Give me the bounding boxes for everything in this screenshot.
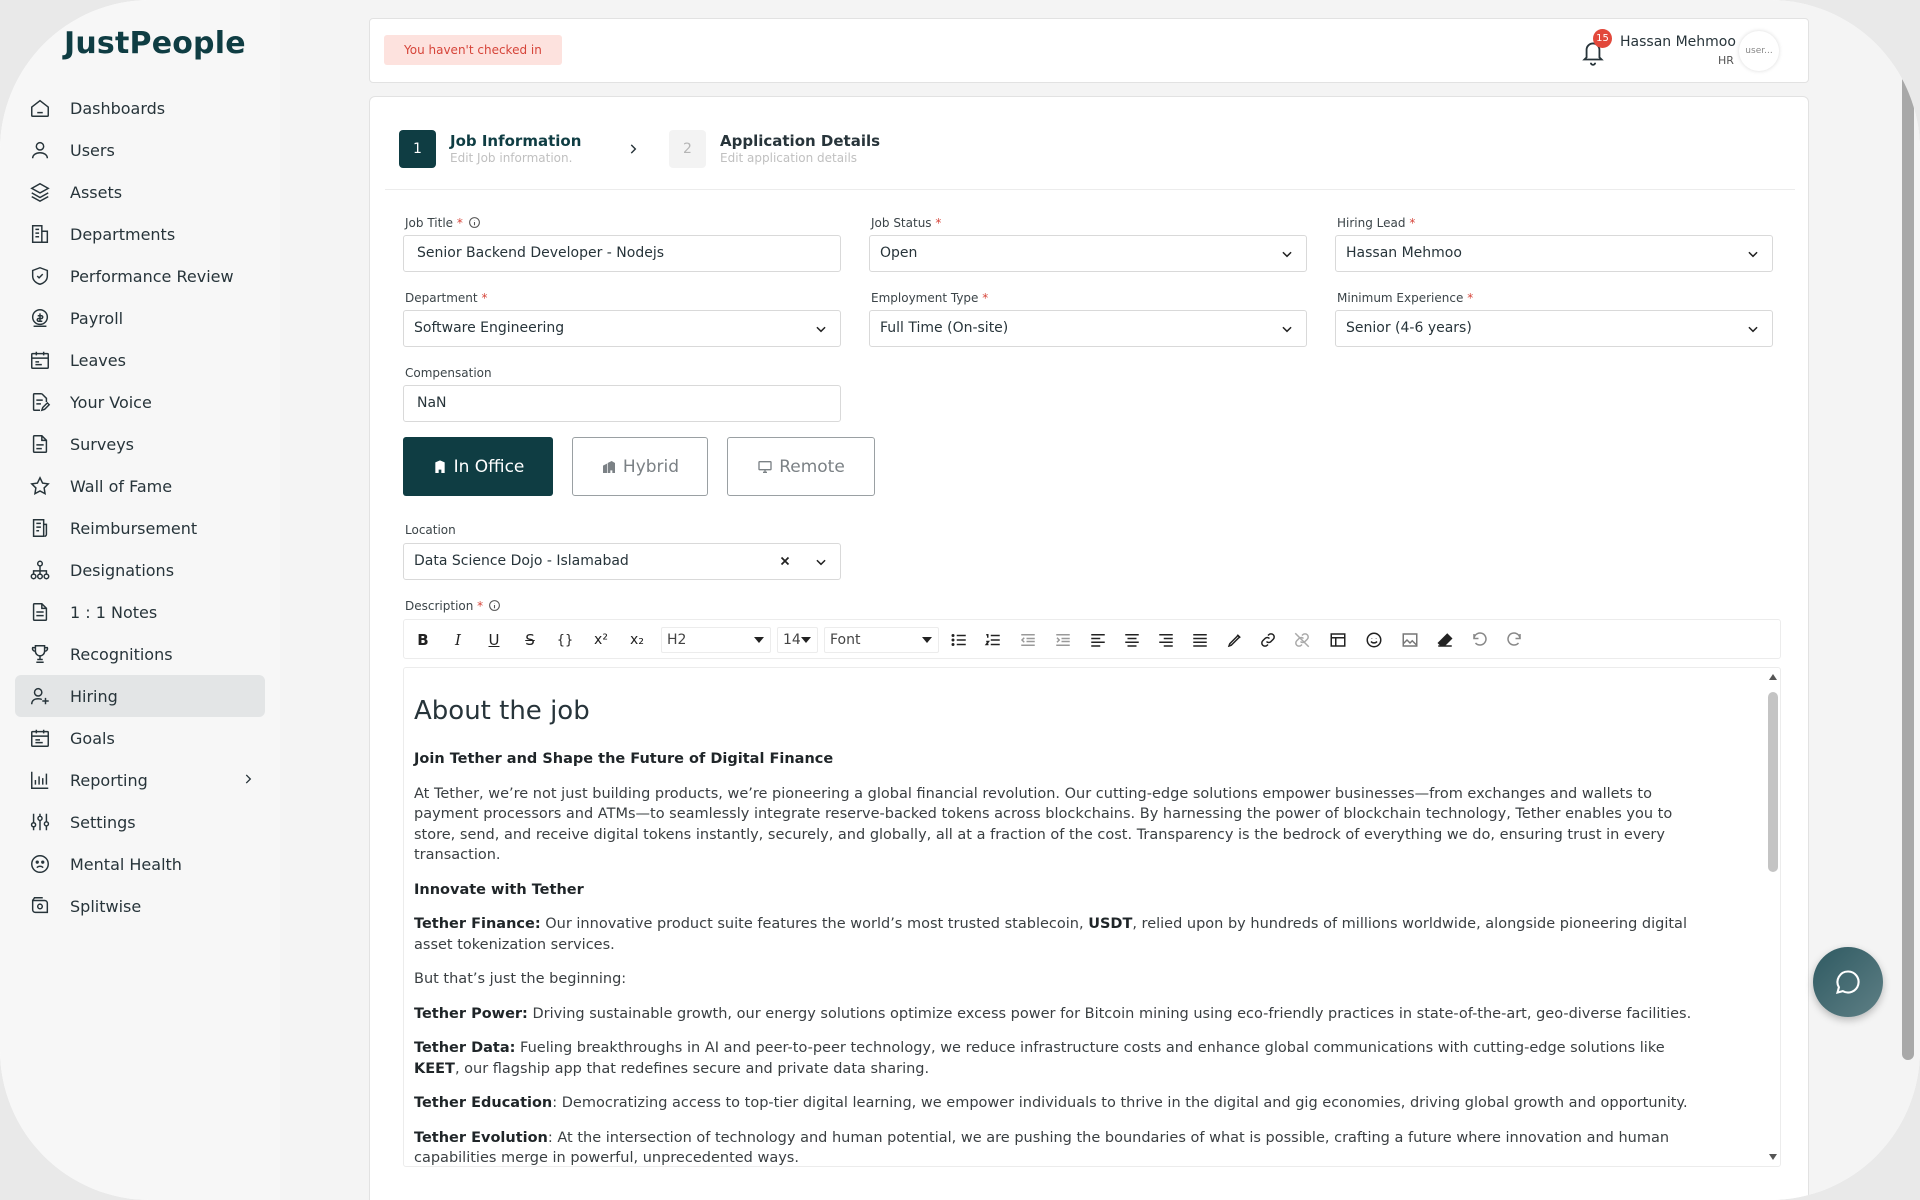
minimum-experience-value: Senior (4-6 years) — [1346, 320, 1472, 336]
chevron-right-icon[interactable] — [241, 772, 255, 786]
face-icon — [29, 853, 51, 875]
hiring-lead-select[interactable] — [1335, 235, 1773, 272]
sidebar-item-recognitions[interactable] — [15, 633, 265, 675]
user-icon — [29, 139, 51, 161]
sidebar-item-your-voice[interactable] — [15, 381, 265, 423]
eraser-icon[interactable] — [1436, 631, 1454, 649]
align-center-icon[interactable] — [1123, 631, 1141, 649]
job-title-label: Job Title * — [405, 216, 481, 230]
sliders-icon — [29, 811, 51, 833]
editor-scroll-thumb[interactable] — [1768, 692, 1778, 872]
editor-paragraph: Tether Education: Democratizing access to top-tier digital learning, we empower individuals to thrive in the digital and gig economies, driving global growth and opportunity. — [414, 1095, 1688, 1111]
job-form-card — [369, 96, 1809, 1200]
sidebar-item-label: Recognitions — [70, 644, 173, 664]
sidebar-item-label: Assets — [70, 182, 123, 202]
top-bar — [369, 18, 1809, 83]
heading-select[interactable]: H2 — [661, 627, 771, 653]
font-size-select[interactable]: 14 — [777, 627, 818, 653]
sidebar-item-label: Wall of Fame — [70, 476, 173, 496]
editor-scrollbar[interactable] — [1766, 668, 1780, 1166]
strikethrough-icon[interactable]: S — [525, 631, 535, 649]
chat-button[interactable] — [1813, 947, 1883, 1017]
department-label: Department * — [405, 291, 488, 305]
location-label: Location — [405, 523, 456, 537]
app-logo[interactable]: JustPeople — [64, 26, 246, 61]
editor-subheading: Join Tether and Shape the Future of Digital Finance — [414, 751, 834, 767]
sidebar-item-label: Settings — [70, 812, 136, 832]
building-icon — [432, 459, 448, 475]
sidebar-nav — [15, 87, 265, 927]
remote-label: Remote — [779, 456, 845, 477]
font-select[interactable]: Font — [824, 627, 939, 653]
code-icon[interactable]: {} — [556, 632, 574, 648]
step-2-number[interactable]: 2 — [669, 130, 706, 168]
scroll-down-arrow[interactable] — [1769, 1154, 1777, 1160]
bar-chart-icon — [29, 769, 51, 791]
outdent-icon[interactable] — [1019, 631, 1037, 649]
undo-icon[interactable] — [1471, 631, 1489, 649]
sidebar-item-label: Mental Health — [70, 854, 182, 874]
sidebar-item-label: Goals — [70, 728, 115, 748]
job-title-input[interactable]: Senior Backend Developer - Nodejs — [403, 235, 841, 272]
sidebar-item-label: Splitwise — [70, 896, 142, 916]
minimum-experience-select[interactable] — [1335, 310, 1773, 347]
user-name[interactable]: Hassan Mehmoo — [1620, 34, 1736, 50]
trophy-icon — [29, 643, 51, 665]
checkin-status-badge[interactable]: You haven't checked in — [384, 35, 562, 65]
buildings-icon — [601, 459, 617, 475]
star-icon — [29, 475, 51, 497]
info-icon[interactable] — [468, 216, 481, 229]
table-icon[interactable] — [1329, 631, 1347, 649]
sidebar-item-splitwise[interactable] — [15, 885, 265, 927]
sidebar-item-label: Departments — [70, 224, 176, 244]
description-label-text: Description * — [405, 599, 501, 613]
in-office-button[interactable] — [403, 437, 553, 496]
hierarchy-icon — [29, 559, 51, 581]
money-icon — [29, 895, 51, 917]
sidebar-item-performance-review[interactable] — [15, 255, 265, 297]
chevron-down-icon — [814, 555, 828, 569]
editor-paragraph: At Tether, we’re not just building products, we’re pioneering a global financial revolution. Our cutting-edge solutions empower businesses—from exchanges and wallets to payment processors and ATMs—to seamlessly integrate reserve-backed tokens across blockchains. By harnessing the power of blockchain technology, Tether enables you to store, send, and receive digital tokens instantly, securely, and globally, all at a fraction of the cost. Transparency is the bedrock of everything we do, ensuring trust in every transaction. — [414, 785, 1673, 863]
sidebar-item-label: Users — [70, 140, 115, 160]
link-icon[interactable] — [1259, 631, 1277, 649]
underline-icon[interactable]: U — [488, 631, 500, 649]
job-status-select[interactable] — [869, 235, 1307, 272]
sidebar-item-departments[interactable] — [15, 213, 265, 255]
close-icon[interactable] — [778, 554, 792, 568]
department-select[interactable] — [403, 310, 841, 347]
notification-count-badge: 15 — [1593, 29, 1612, 48]
sidebar-item-settings[interactable] — [15, 801, 265, 843]
note-icon — [29, 601, 51, 623]
sidebar-item-designations[interactable] — [15, 549, 265, 591]
sidebar-item-label: Reimbursement — [70, 518, 198, 538]
sidebar-item-label: 1 : 1 Notes — [70, 602, 158, 622]
sidebar-item-goals[interactable] — [15, 717, 265, 759]
hybrid-label: Hybrid — [622, 456, 680, 477]
compensation-input[interactable]: NaN — [403, 385, 841, 422]
calendar-check-icon — [29, 727, 51, 749]
sidebar-item-mental-health[interactable] — [15, 843, 265, 885]
sidebar-item-dashboards[interactable] — [15, 87, 265, 129]
info-icon[interactable] — [488, 599, 501, 612]
hiring-lead-label: Hiring Lead * — [1337, 216, 1416, 230]
employment-type-select[interactable] — [869, 310, 1307, 347]
highlight-pen-icon[interactable] — [1226, 631, 1244, 649]
sidebar-item-label: Surveys — [70, 434, 134, 454]
sidebar-item-assets[interactable] — [15, 171, 265, 213]
description-editor[interactable] — [403, 667, 1781, 1167]
sidebar-item-label: Hiring — [70, 686, 118, 706]
employment-type-label: Employment Type * — [871, 291, 989, 305]
department-value: Software Engineering — [414, 320, 565, 336]
align-right-icon[interactable] — [1157, 631, 1175, 649]
indent-icon[interactable] — [1054, 631, 1072, 649]
location-select[interactable] — [403, 543, 841, 580]
numbered-list-icon[interactable] — [984, 631, 1002, 649]
step-1-subtitle: Edit Job information. — [450, 151, 573, 165]
step-1-title[interactable]: Job Information — [450, 132, 582, 150]
sidebar-item-payroll[interactable] — [15, 297, 265, 339]
bold-icon[interactable]: B — [417, 631, 429, 649]
user-role: HR — [1718, 54, 1734, 67]
monitor-icon — [757, 459, 773, 475]
step-1-number[interactable]: 1 — [399, 130, 436, 168]
page-scrollbar[interactable] — [1902, 75, 1914, 1060]
in-office-label: In Office — [453, 456, 525, 477]
compensation-label: Compensation — [405, 366, 492, 380]
hybrid-button[interactable] — [572, 437, 708, 496]
sidebar-item-users[interactable] — [15, 129, 265, 171]
sidebar-item-notes[interactable] — [15, 591, 265, 633]
chevron-down-icon — [814, 322, 828, 336]
emoji-icon[interactable] — [1365, 631, 1383, 649]
employment-type-value: Full Time (On-site) — [880, 320, 1009, 336]
coin-icon — [29, 307, 51, 329]
calendar-icon — [29, 349, 51, 371]
chevron-down-icon — [1280, 322, 1294, 336]
job-status-label: Job Status * — [871, 216, 942, 230]
bullet-list-icon[interactable] — [950, 631, 968, 649]
divider — [385, 189, 1795, 190]
document-icon — [29, 433, 51, 455]
job-status-value: Open — [880, 245, 918, 261]
sidebar-item-label: Dashboards — [70, 98, 166, 118]
superscript-icon[interactable]: x² — [594, 632, 608, 648]
shield-icon — [29, 265, 51, 287]
editor-paragraph: Tether Power: Driving sustainable growth, our energy solutions optimize excess power for Bitcoin mining using eco-friendly practices in state-of-the-art, geo-diverse facilities. — [414, 1005, 1692, 1022]
editor-toolbar — [403, 619, 1781, 659]
hiring-lead-value: Hassan Mehmoo — [1346, 245, 1462, 261]
sidebar-item-label: Designations — [70, 560, 175, 580]
chevron-right-icon — [626, 142, 640, 156]
editor-subheading: Innovate with Tether — [414, 881, 584, 898]
editor-content[interactable] — [414, 694, 1714, 1167]
sidebar-item-label: Your Voice — [70, 392, 152, 412]
layers-icon — [29, 181, 51, 203]
italic-icon[interactable]: I — [455, 631, 461, 649]
sidebar-item-hiring[interactable] — [15, 675, 265, 717]
stepper — [399, 130, 1799, 170]
scroll-up-arrow[interactable] — [1769, 674, 1777, 680]
step-2-subtitle: Edit application details — [720, 151, 858, 165]
redo-icon[interactable] — [1505, 631, 1523, 649]
step-2-title[interactable]: Application Details — [720, 132, 881, 150]
unlink-icon[interactable] — [1293, 631, 1311, 649]
chat-bubble-icon — [1834, 968, 1862, 996]
sidebar-item-label: Performance Review — [70, 266, 234, 286]
sidebar-item-wall-of-fame[interactable] — [15, 465, 265, 507]
sidebar-item-reimbursement[interactable] — [15, 507, 265, 549]
editor-paragraph: Tether Data: Fueling breakthroughs in AI and peer-to-peer technology, we reduce infrastructure costs and enhance global communications with cutting-edge solutions like KEET, our flagship app that redefines secure and private data sharing. — [414, 1040, 1665, 1077]
document-edit-icon — [29, 391, 51, 413]
minimum-experience-label: Minimum Experience * — [1337, 291, 1474, 305]
remote-button[interactable] — [727, 437, 875, 496]
home-icon — [29, 97, 51, 119]
subscript-icon[interactable]: x₂ — [630, 632, 644, 648]
chevron-down-icon — [1746, 247, 1760, 261]
sidebar-item-leaves[interactable] — [15, 339, 265, 381]
sidebar-item-label: Payroll — [70, 308, 124, 328]
editor-heading: About the job — [414, 696, 590, 726]
location-value: Data Science Dojo - Islamabad — [414, 553, 629, 569]
sidebar — [0, 0, 280, 1200]
sidebar-item-label: Reporting — [70, 770, 148, 790]
editor-paragraph: Tether Evolution: At the intersection of technology and human potential, we are pushing the boundaries of what is possible, crafting a future where innovation and human capabilities merge in powerful, unprecedented ways. — [414, 1129, 1670, 1166]
align-left-icon[interactable] — [1089, 631, 1107, 649]
sidebar-item-label: Leaves — [70, 350, 126, 370]
building-icon — [29, 223, 51, 245]
avatar[interactable]: user... — [1739, 31, 1779, 71]
sidebar-item-surveys[interactable] — [15, 423, 265, 465]
user-add-icon — [29, 685, 51, 707]
align-justify-icon[interactable] — [1191, 631, 1209, 649]
sidebar-item-reporting[interactable] — [15, 759, 265, 801]
chevron-down-icon — [1746, 322, 1760, 336]
receipt-icon — [29, 517, 51, 539]
editor-paragraph: Tether Finance: Our innovative product suite features the world’s most trusted stablecoin, USDT, relied upon by hundreds of millions worldwide, alongside pioneering digital asset tokenization services. — [414, 916, 1687, 953]
chevron-down-icon — [1280, 247, 1294, 261]
editor-paragraph: But that’s just the beginning: — [414, 971, 627, 987]
image-icon[interactable] — [1401, 631, 1419, 649]
